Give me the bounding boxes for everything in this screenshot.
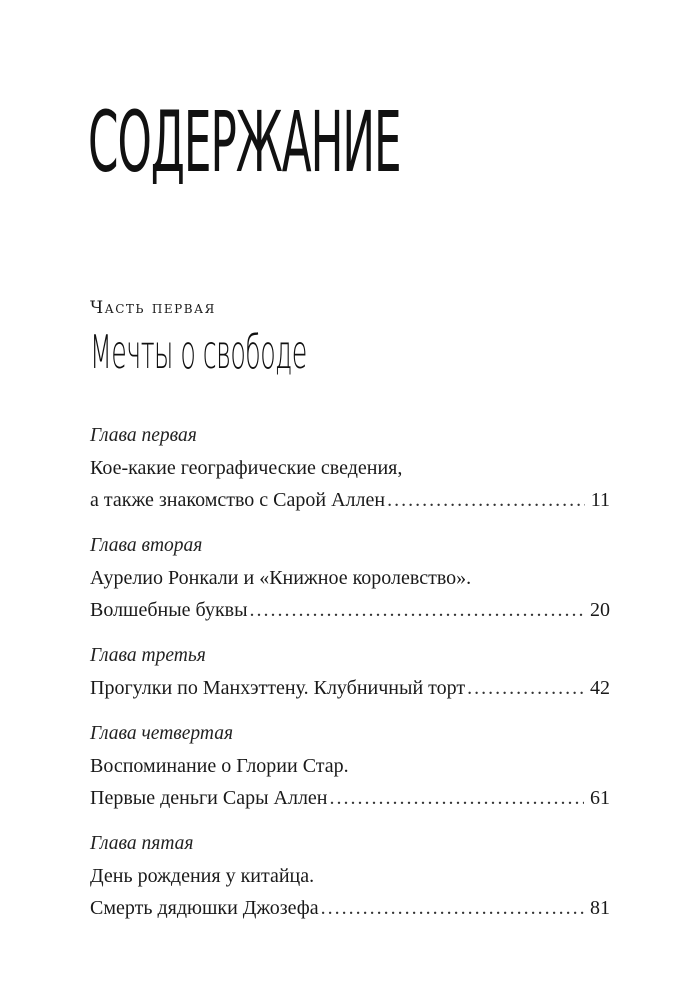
chapter-title-text: Смерть дядюшки Джозефа [90,897,319,919]
chapter-label: Глава третья [90,645,206,666]
chapter-title-text: а также знакомство с Сарой Аллен [90,489,386,511]
chapter-title-line: Воспоминание о Глории Стар. [90,755,349,777]
chapter-title-line: Аурелио Ронкали и «Книжное королевство». [90,567,472,589]
dot-leader [330,782,585,814]
chapter-title-last-line [90,672,610,704]
chapter-label: Глава вторая [90,535,203,556]
page-number: 61 [590,787,610,809]
chapter-title-line: Кое-какие географические сведения, [90,457,403,479]
chapter-title-line: День рождения у китайца. [90,865,315,887]
part-label: Часть первая [90,298,216,318]
toc-entry-chapter-4[interactable] [90,718,610,814]
chapter-title-last-line [90,892,610,924]
dot-leader [467,672,584,704]
chapter-label: Глава четвертая [90,723,234,744]
chapter-title-text: Волшебные буквы [90,599,248,621]
chapter-title-last-line [90,782,610,814]
chapter-title-text: Прогулки по Манхэттену. Клубничный торт [90,677,466,699]
chapter-title-last-line [90,484,610,516]
chapter-label: Глава первая [90,425,197,446]
table-of-contents [90,420,610,938]
dot-leader [250,594,584,626]
chapter-title-last-line [90,594,610,626]
page-number: 81 [590,897,610,919]
dot-leader [387,484,585,516]
chapter-label: Глава пятая [90,833,194,854]
page-number: 20 [590,599,610,621]
toc-entry-chapter-1[interactable] [90,420,610,516]
part-title: Мечты о свободе [90,325,307,379]
toc-entry-chapter-2[interactable] [90,530,610,626]
dot-leader [321,892,584,924]
chapter-title-text: Первые деньги Сары Аллен [90,787,328,809]
page-title: СОДЕРЖАНИЕ [88,93,401,191]
page-number: 42 [590,677,610,699]
toc-entry-chapter-5[interactable] [90,828,610,924]
toc-entry-chapter-3[interactable] [90,640,610,704]
page-number: 11 [590,489,610,511]
